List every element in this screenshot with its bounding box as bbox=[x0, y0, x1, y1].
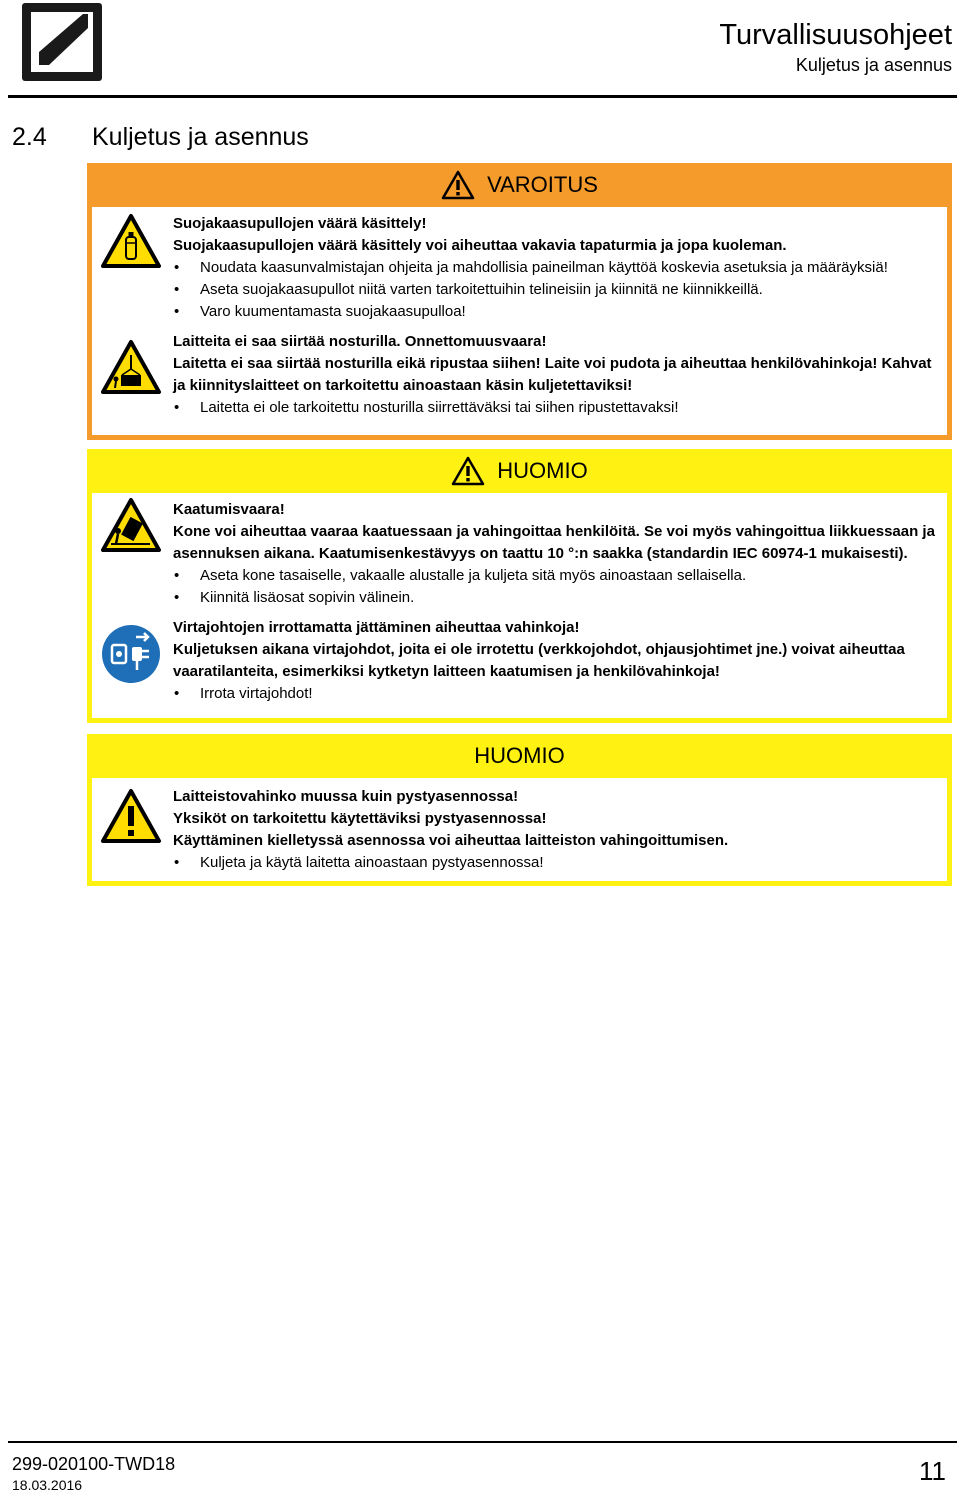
header-title: Turvallisuusohjeet bbox=[719, 19, 952, 51]
disconnect-power-icon bbox=[100, 623, 162, 685]
gas-cylinder-warning-icon bbox=[100, 213, 162, 269]
warning-triangle-icon bbox=[451, 456, 485, 486]
notice-box-2-header bbox=[87, 734, 952, 778]
crane-bullets bbox=[173, 397, 941, 419]
warning-triangle-icon bbox=[441, 170, 475, 200]
crane-load-warning-icon bbox=[100, 339, 162, 395]
section-heading bbox=[12, 122, 309, 152]
list-item: • Kiinnitä lisäosat sopivin välinein. bbox=[173, 587, 941, 609]
header-divider bbox=[8, 95, 957, 98]
list-item: • Noudata kaasunvalmistajan ohjeita ja mahdollisia paineilman käyttöä koskevia asetuksia ja määräyksiä! bbox=[173, 257, 941, 279]
list-item: • Kuljeta ja käytä laitetta ainoastaan pystyasennossa! bbox=[173, 852, 941, 874]
orientation-line: Laitteistovahinko muussa kuin pystyasennossa! bbox=[173, 788, 519, 805]
brand-logo-icon bbox=[22, 3, 102, 81]
page-number: 11 bbox=[919, 1456, 946, 1486]
list-item: • Laitetta ei ole tarkoitettu nosturilla siirrettäväksi tai siihen ripustettavaksi! bbox=[173, 397, 941, 419]
power-cable-text: Kuljetuksen aikana virtajohdot, joita ei ole irrotettu (verkkojohdot, ohjausjohtimet jne.) voivat aiheuttaa vaaratilanteita, esimerkiksi kytketyn laitteen kaatumisen ja henkilövahinkoja! bbox=[173, 641, 905, 680]
orientation-line: Käyttäminen kielletyssä asennossa voi aiheuttaa laitteiston vahingoittumisen. bbox=[173, 832, 729, 849]
tipping-bullets bbox=[173, 565, 941, 609]
notice-box-1-header bbox=[87, 449, 952, 493]
warning-text bbox=[173, 213, 941, 419]
tipping-hazard-icon bbox=[100, 497, 162, 553]
section-title: Kuljetus ja asennus bbox=[92, 123, 309, 151]
notice-box-2 bbox=[87, 734, 952, 886]
orientation-bullets bbox=[173, 852, 941, 874]
crane-title: Laitteita ei saa siirtää nosturilla. Onnettomuusvaara! bbox=[173, 333, 547, 350]
header-subtitle: Kuljetus ja asennus bbox=[795, 55, 952, 75]
gas-cylinder-text: Suojakaasupullojen väärä käsittely voi aiheuttaa vakavia tapaturmia ja jopa kuoleman. bbox=[173, 237, 787, 254]
crane-text: Laitetta ei saa siirtää nosturilla eikä ripustaa siihen! Laite voi pudota ja aiheuttaa henkilövahinkoja! Kahvat ja kiinnityslaitteet on tarkoitettu ainoastaan käsin kuljetettaviksi! bbox=[173, 355, 932, 394]
notice-1-label: HUOMIO bbox=[497, 458, 588, 483]
notice-box-1-body bbox=[92, 493, 947, 718]
warning-box-header bbox=[87, 163, 952, 207]
section-number: 2.4 bbox=[12, 123, 47, 151]
warning-box bbox=[87, 163, 952, 440]
footer-date: 18.03.2016 bbox=[12, 1477, 83, 1493]
gas-cylinder-bullets bbox=[173, 257, 941, 323]
warning-label: VAROITUS bbox=[487, 172, 598, 197]
notice-1-text bbox=[173, 499, 941, 705]
footer-divider bbox=[8, 1441, 957, 1443]
list-item: • Aseta kone tasaiselle, vakaalle alustalle ja kuljeta sitä myös ainoastaan sellaisella. bbox=[173, 565, 941, 587]
notice-box-1 bbox=[87, 449, 952, 723]
notice-2-label: HUOMIO bbox=[474, 743, 565, 768]
footer-doc-number: 299-020100-TWD18 bbox=[12, 1454, 176, 1474]
gas-cylinder-title: Suojakaasupullojen väärä käsittely! bbox=[173, 215, 427, 232]
power-cable-title: Virtajohtojen irrottamatta jättäminen aiheuttaa vahinkoja! bbox=[173, 619, 580, 636]
notice-box-2-body bbox=[92, 778, 947, 881]
warning-box-body bbox=[92, 207, 947, 435]
notice-2-text bbox=[173, 786, 941, 874]
orientation-line: Yksiköt on tarkoitettu käytettäviksi pystyasennossa! bbox=[173, 810, 547, 827]
tipping-title: Kaatumisvaara! bbox=[173, 501, 285, 518]
power-cable-bullets bbox=[173, 683, 941, 705]
list-item: • Aseta suojakaasupullot niitä varten tarkoitettuihin telineisiin ja kiinnitä ne kiinnikkeillä. bbox=[173, 279, 941, 301]
general-warning-icon bbox=[100, 788, 162, 844]
list-item: • Varo kuumentamasta suojakaasupulloa! bbox=[173, 301, 941, 323]
list-item: • Irrota virtajohdot! bbox=[173, 683, 941, 705]
tipping-text: Kone voi aiheuttaa vaaraa kaatuessaan ja vahingoittaa henkilöitä. Se voi myös vahingoittua liikkuessaan ja asennuksen aikana. Kaatumisenkestävyys on taattu 10 °:n saakka (standardin IEC 60974-1 mukaisesti). bbox=[173, 523, 935, 562]
